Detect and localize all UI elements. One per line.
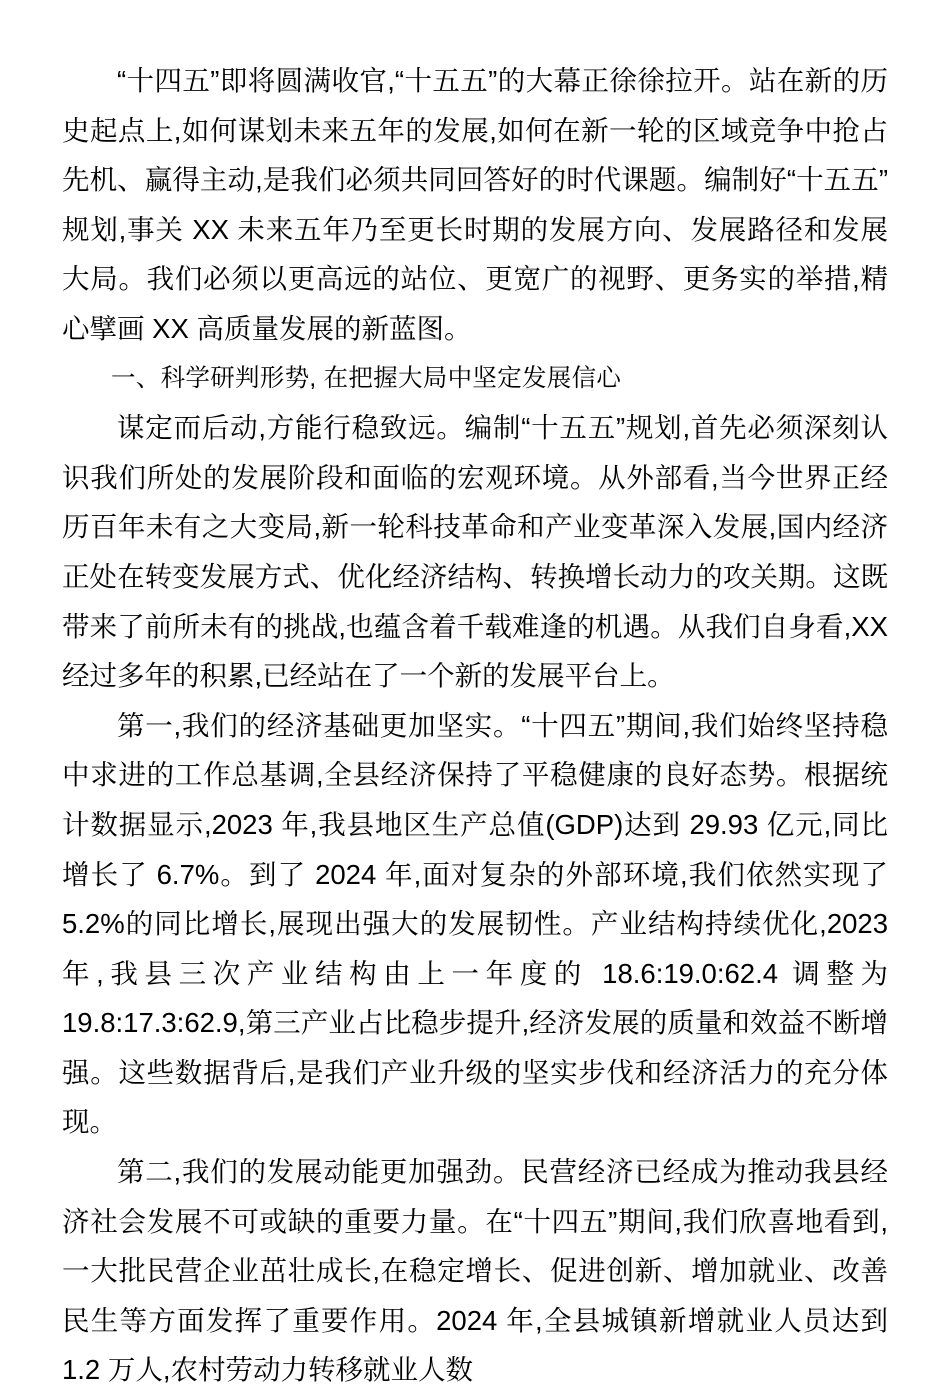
paragraph-point-one-economy: 第一,我们的经济基础更加坚实。“十四五”期间,我们始终坚持稳中求进的工作总基调,全县经济保持了平稳健康的良好态势。根据统计数据显示,2023 年,我县地区生产总值(GDP)达到 29.93 亿元,同比增长了 6.7%。到了 2024 年,面对复杂的外部环境,我们依然实现了 5.2%的同比增长,展现出强大的发展韧性。产业结构持续优化,2023 年,我县三次产业结构由上一年度的 18.6:19.0:62.4 调整为 19.8:17.3:62.9,第三产业占比稳步提升,经济发展的质量和效益不断增强。这些数据背后,是我们产业升级的坚实步伐和经济活力的充分体现。 xyxy=(62,709,888,1138)
section-heading-one: 一、科学研判形势, 在把握大局中坚定发展信心 xyxy=(111,364,622,392)
paragraph-opening: “十四五”即将圆满收官,“十五五”的大幕正徐徐拉开。站在新的历史起点上,如何谋划未来五年的发展,如何在新一轮的区域竞争中抢占先机、赢得主动,是我们必须共同回答好的时代课题。编制好“十五五”规划,事关 XX 未来五年乃至更长时期的发展方向、发展路径和发展大局。我们必须以更高远的站位、更宽广的视野、更务实的举措,精心擘画 XX 高质量发展的新蓝图。 xyxy=(62,65,888,344)
paragraph-point-two-momentum: 第二,我们的发展动能更加强劲。民营经济已经成为推动我县经济社会发展不可或缺的重要力量。在“十四五”期间,我们欣喜地看到,一大批民营企业茁壮成长,在稳定增长、促进创新、增加就业、改善民生等方面发挥了重要作用。2024 年,全县城镇新增就业人员达到 1.2 万人,农村劳动力转移就业人数 xyxy=(62,1156,888,1386)
paragraph-situation-analysis: 谋定而后动,方能行稳致远。编制“十五五”规划,首先必须深刻认识我们所处的发展阶段和面临的宏观环境。从外部看,当今世界正经历百年未有之大变局,新一轮科技革命和产业变革深入发展,国内经济正处在转变发展方式、优化经济结构、转换增长动力的攻关期。这既带来了前所未有的挑战,也蕴含着千载难逢的机遇。从我们自身看,XX 经过多年的积累,已经站在了一个新的发展平台上。 xyxy=(62,412,888,692)
document-body xyxy=(62,56,888,1395)
